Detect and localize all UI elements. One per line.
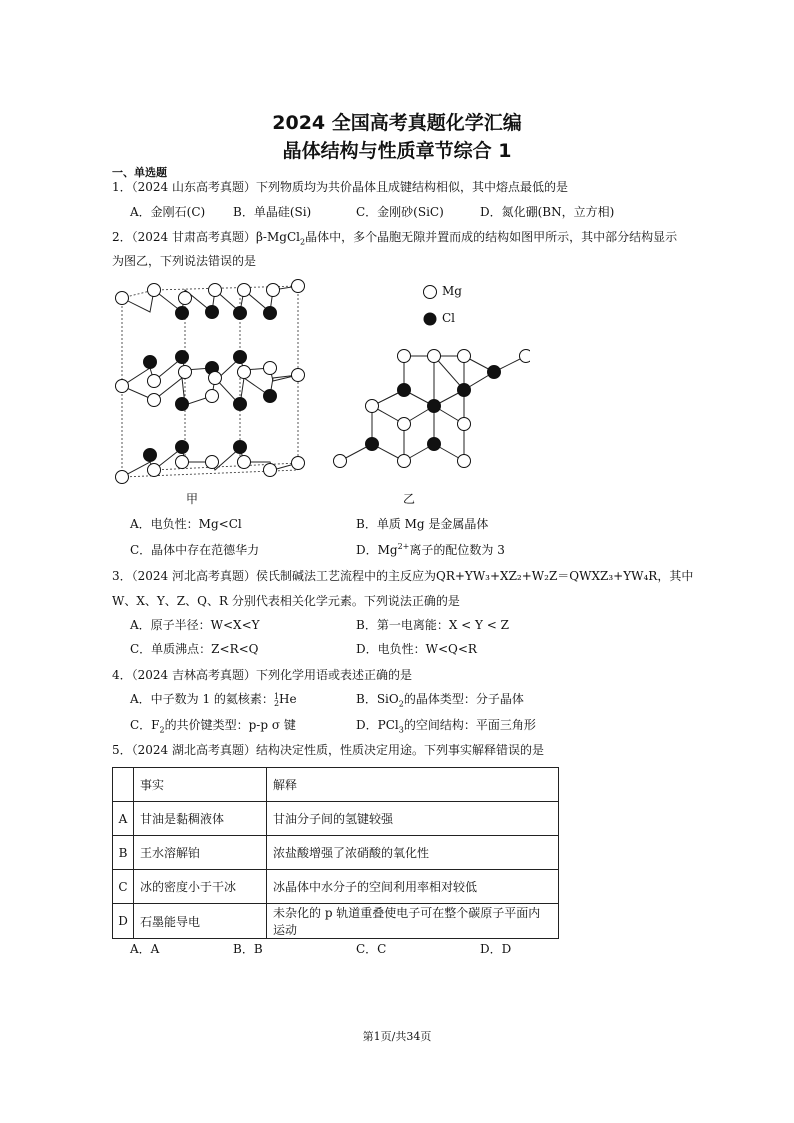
legend-cl-label: Cl: [442, 311, 456, 325]
q3-equation: QR+YW₃+XZ₂+W₂Z＝QWXZ₃+YW₄R: [436, 569, 658, 583]
q2-option-b: B．单质 Mg 是金属晶体: [356, 517, 489, 531]
figure-yi-label: 乙: [403, 492, 416, 506]
q1-option-c: C．金刚砂(SiC): [356, 205, 444, 219]
q1-option-a: A．金刚石(C): [130, 205, 206, 219]
q1-option-b: B．单晶硅(Si): [233, 205, 312, 219]
table-cell: D: [113, 904, 134, 939]
table-header-row: [113, 768, 559, 802]
q4-option-b: B．SiO$_2$的晶体类型：分子晶体: [356, 692, 524, 709]
table-cell: 浓盐酸增强了浓硝酸的氧化性: [267, 836, 559, 870]
table-cell: 甘油是黏稠液体: [134, 802, 267, 836]
q5-option-d: D．D: [480, 942, 512, 956]
q5-option-a: A．A: [130, 942, 160, 956]
legend-mg-label: Mg: [442, 284, 462, 298]
q2-option-c: C．晶体中存在范德华力: [130, 543, 260, 557]
q1-option-d: D．氮化硼(BN，立方相): [480, 205, 615, 219]
question-2-stem-line2: 为图乙，下列说法错误的是: [112, 254, 257, 268]
legend-markers: [420, 282, 440, 330]
question-4-stem: 4．（2024 吉林高考真题）下列化学用语或表述正确的是: [112, 668, 412, 682]
table-row: [113, 904, 559, 939]
question-3-stem-line2: W、X、Y、Z、Q、R 分别代表相关化学元素。下列说法正确的是: [112, 594, 460, 608]
table-row: [113, 802, 559, 836]
title-line-2: 晶体结构与性质章节综合 1: [282, 140, 512, 162]
table-header-cell: [113, 768, 134, 802]
table-header-cell: 事实: [134, 768, 267, 802]
q3-option-b: B．第一电离能：X < Y < Z: [356, 618, 509, 632]
q2-option-d: D．$Mg^{2+}$离子的配位数为 3: [356, 542, 505, 557]
q5-facts-table: [112, 767, 559, 939]
q4-option-d: D．PCl$_3$的空间结构：平面三角形: [356, 718, 536, 735]
table-header-cell: 解释: [267, 768, 559, 802]
q3-option-a: A．原子半径：W<X<Y: [130, 618, 260, 632]
table-cell: 冰晶体中水分子的空间利用率相对较低: [267, 870, 559, 904]
q2-option-a: A．电负性：Mg<Cl: [130, 517, 242, 531]
q4-option-a: A．中子数为 1 的氦核素：1 2He: [130, 691, 297, 708]
figure-jia-crystal-structure: [108, 272, 313, 487]
page-footer: 第1页/共34页: [362, 1030, 432, 1043]
q5-option-b: B．B: [233, 942, 263, 956]
question-1-stem: 1．（2024 山东高考真题）下列物质均为共价晶体且成键结构相似，其中熔点最低的是: [112, 180, 568, 194]
table-cell: A: [113, 802, 134, 836]
question-2-stem: 2．（2024 甘肃高考真题）β-MgCl$_2$晶体中，多个晶胞无隙并置而成的结构如图甲所示，其中部分结构显示: [112, 230, 678, 247]
table-row: [113, 836, 559, 870]
table-cell: 王水溶解铂: [134, 836, 267, 870]
legend-cl-marker: [424, 313, 437, 326]
table-cell: B: [113, 836, 134, 870]
table-cell: 冰的密度小于干冰: [134, 870, 267, 904]
question-3-stem: 3．（2024 河北高考真题）侯氏制碱法工艺流程中的主反应为QR+YW₃+XZ₂+W₂Z＝QWXZ₃+YW₄R，其中: [112, 569, 694, 583]
table-cell: C: [113, 870, 134, 904]
table-cell: 石墨能导电: [134, 904, 267, 939]
cl-atoms: [144, 306, 277, 462]
table-cell: 甘油分子间的氢键较强: [267, 802, 559, 836]
table-cell: 未杂化的 p 轨道重叠使电子可在整个碳原子平面内运动: [267, 904, 559, 939]
section-heading: 一、单选题: [112, 166, 167, 179]
q4-option-c: C．$F_2$的共价键类型：p-p σ 键: [130, 718, 296, 735]
question-5-stem: 5．（2024 湖北高考真题）结构决定性质，性质决定用途。下列事实解释错误的是: [112, 743, 544, 757]
table-row: [113, 870, 559, 904]
title-line-1: 2024 全国高考真题化学汇编: [272, 112, 522, 134]
figure-jia-label: 甲: [186, 492, 199, 506]
q3-option-c: C．单质沸点：Z<R<Q: [130, 642, 259, 656]
q3-option-d: D．电负性：W<Q<R: [356, 642, 477, 656]
legend-mg-marker: [424, 286, 437, 299]
q5-option-c: C．C: [356, 942, 387, 956]
